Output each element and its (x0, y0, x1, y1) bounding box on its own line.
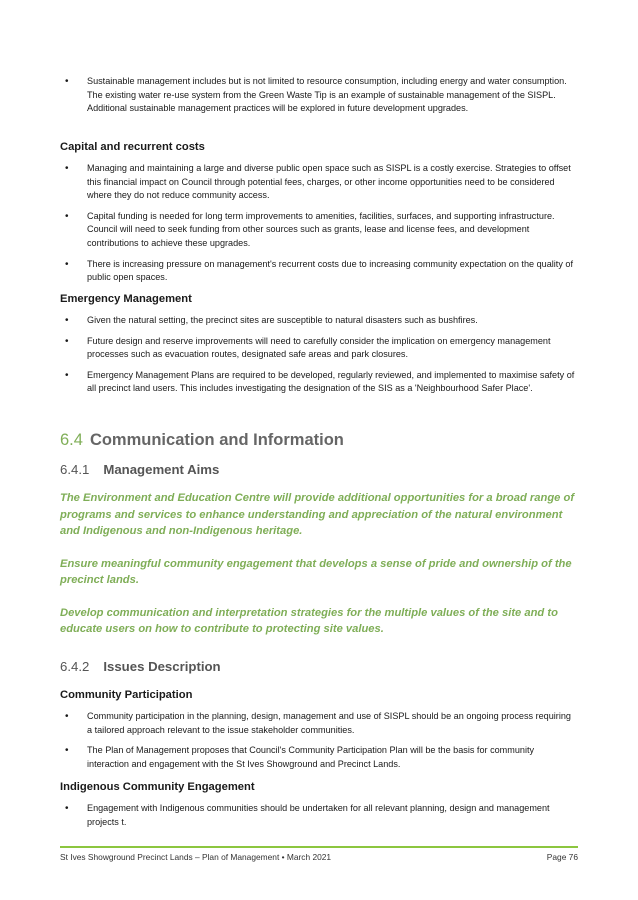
section-number: 6.4 (60, 431, 83, 449)
aims-paragraphs (60, 490, 578, 638)
page-footer (60, 852, 578, 863)
document-page (60, 0, 578, 900)
list-item: • Emergency Management Plans are required to be developed, regularly reviewed, and implemented to maximise safety of all precinct land users. This includes investigating the designation of the SIS as a 'Neighbourhood Safer Place'. (60, 369, 578, 396)
indigenous-heading: Indigenous Community Engagement (60, 781, 255, 793)
section-title: Communication and Information (89, 431, 344, 449)
aims-number: 6.4.1 (60, 462, 90, 477)
aims-title: Management Aims (103, 462, 220, 477)
emergency-heading: Emergency Management (60, 293, 192, 305)
capital-heading: Capital and recurrent costs (60, 141, 205, 153)
section-heading (60, 430, 344, 450)
list-item: • There is increasing pressure on management's recurrent costs due to increasing community expectation on the quality of public open spaces. (60, 258, 578, 285)
list-item: • Managing and maintaining a large and diverse public open space such as SISPL is a costly exercise. Strategies to offset this financial impact on Council through potential fees, charges, or other income opportunities need to be considered where they do not reduce community access. (60, 162, 578, 203)
participation-section (60, 688, 578, 778)
aim-paragraph: The Environment and Education Centre will provide additional opportunities for a broad range of programs and services to enhance understanding and appreciation of the natural environment and Indigenous and non-Indigenous heritage. (60, 492, 575, 537)
capital-section (60, 140, 578, 292)
issues-number: 6.4.2 (60, 659, 90, 674)
list-item: • Community participation in the planning, design, management and use of SISPL should be an ongoing process requiring a tailored approach relevant to the issue stakeholder communities. (60, 710, 578, 737)
aims-heading (60, 462, 219, 478)
aim-paragraph: Develop communication and interpretation strategies for the multiple values of the site and to educate users on how to contribute to protecting site values. (60, 606, 558, 635)
issues-title: Issues Description (103, 659, 221, 674)
footer-title: St Ives Showground Precinct Lands – Plan of Management • March 2021 (60, 852, 332, 862)
list-item: • The Plan of Management proposes that Council's Community Participation Plan will be the basis for community interaction and engagement with the St Ives Showground and Precinct Lands. (60, 744, 578, 771)
list-item: • Future design and reserve improvements will need to carefully consider the implication on emergency management processes such as evacuation routes, designated safe areas and park closures. (60, 335, 578, 362)
intro-bullets (60, 75, 578, 123)
list-item: • Sustainable management includes but is not limited to resource consumption, including energy and water consumption. The existing water re-use system from the Green Waste Tip is an example of sustainable management of the SISPL. Additional sustainable management practices will be explored in future development upgrades. (60, 75, 578, 116)
page-number: Page 76 (546, 852, 578, 862)
list-item: • Given the natural setting, the precinct sites are susceptible to natural disasters such as bushfires. (60, 314, 578, 328)
footer-divider (60, 846, 578, 848)
emergency-section (60, 292, 578, 403)
indigenous-section (60, 780, 578, 836)
issues-heading (60, 659, 221, 675)
list-item: • Engagement with Indigenous communities should be undertaken for all relevant planning, design and management projects t. (60, 802, 578, 829)
participation-heading: Community Participation (60, 689, 193, 701)
aim-paragraph: Ensure meaningful community engagement that develops a sense of pride and ownership of the precinct lands. (60, 557, 572, 586)
list-item: • Capital funding is needed for long term improvements to amenities, facilities, surfaces, and supporting infrastructure. Council will need to seek funding from other sources such as grants, lease and license fees, and development contributions to achieve these upgrades. (60, 210, 578, 251)
